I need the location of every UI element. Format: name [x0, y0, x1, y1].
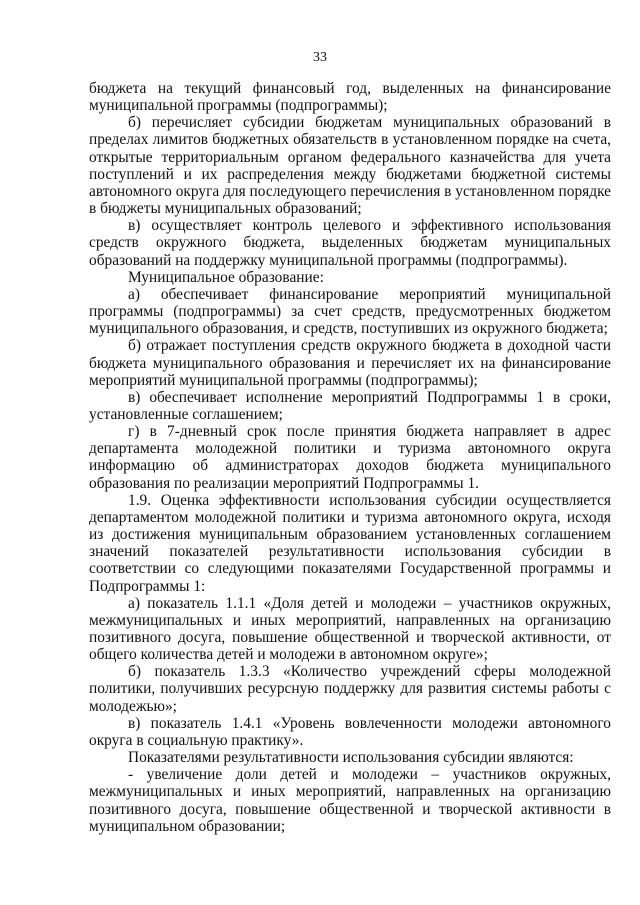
paragraph: 1.9. Оценка эффективности использования субсидии осуществляется департаментом молодежной политики и туризма автономного округа, исходя из достижения муниципальным образованием установленных соглашением значений показателей результативности использования субсидии в соответствии со следующими показателями Государственной программы и Подпрограммы 1:	[89, 491, 611, 595]
paragraph: б) показатель 1.3.3 «Количество учреждений сферы молодежной политики, получивших ресурсную поддержку для развития системы работы с молодежью»;	[89, 663, 611, 715]
paragraph: бюджета на текущий финансовый год, выделенных на финансирование муниципальной программы (подпрограммы);	[89, 80, 611, 115]
paragraph: а) показатель 1.1.1 «Доля детей и молодежи – участников окружных, межмуниципальных и иных мероприятий, направленных на организацию позитивного досуга, повышение общественной и творческой активности, от общего количества детей и молодежи в автономном округе»;	[89, 594, 611, 664]
paragraph: - увеличение доли детей и молодежи – участников окружных, межмуниципальных и иных мероприятий, направленных на организацию позитивного досуга, повышение общественной и творческой активности в муниципальном образовании;	[89, 766, 611, 835]
paragraph: б) перечисляет субсидии бюджетам муниципальных образований в пределах лимитов бюджетных обязательств в установленном порядке на счета, открытые территориальным органом федерального казначейства для учета поступлений и их распределения между бюджетами бюджетной системы автономного округа для последующего перечисления в установленном порядке в бюджеты муниципальных образований;	[89, 114, 611, 218]
paragraph: а) обеспечивает финансирование мероприятий муниципальной программы (подпрограммы) за счет средств, предусмотренных бюджетом муниципального образования, и средств, поступивших из окружного бюджета;	[89, 285, 611, 338]
paragraph: в) осуществляет контроль целевого и эффективного использования средств окружного бюджета, выделенных бюджетам муниципальных образований на поддержку муниципальной программы (подпрограммы).	[89, 217, 611, 269]
paragraph: в) обеспечивает исполнение мероприятий Подпрограммы 1 в сроки, установленные соглашением;	[89, 388, 611, 423]
paragraph: б) отражает поступления средств окружного бюджета в доходной части бюджета муниципального образования и перечисляет их на финансирование мероприятий муниципальной программы (подпрограммы);	[89, 337, 611, 389]
paragraph: Показателями результативности использования субсидии являются:	[128, 749, 574, 767]
paragraph: г) в 7-дневный срок после принятия бюджета направляет в адрес департамента молодежной политики и туризма автономного округа информацию об администраторах доходов бюджета муниципального образования по реализации мероприятий Подпрограммы 1.	[89, 423, 611, 492]
body-text	[89, 80, 611, 835]
paragraph: в) показатель 1.4.1 «Уровень вовлеченности молодежи автономного округа в социальную практику».	[89, 714, 611, 749]
paragraph: Муниципальное образование:	[128, 268, 324, 286]
page-number: 33	[313, 50, 327, 65]
